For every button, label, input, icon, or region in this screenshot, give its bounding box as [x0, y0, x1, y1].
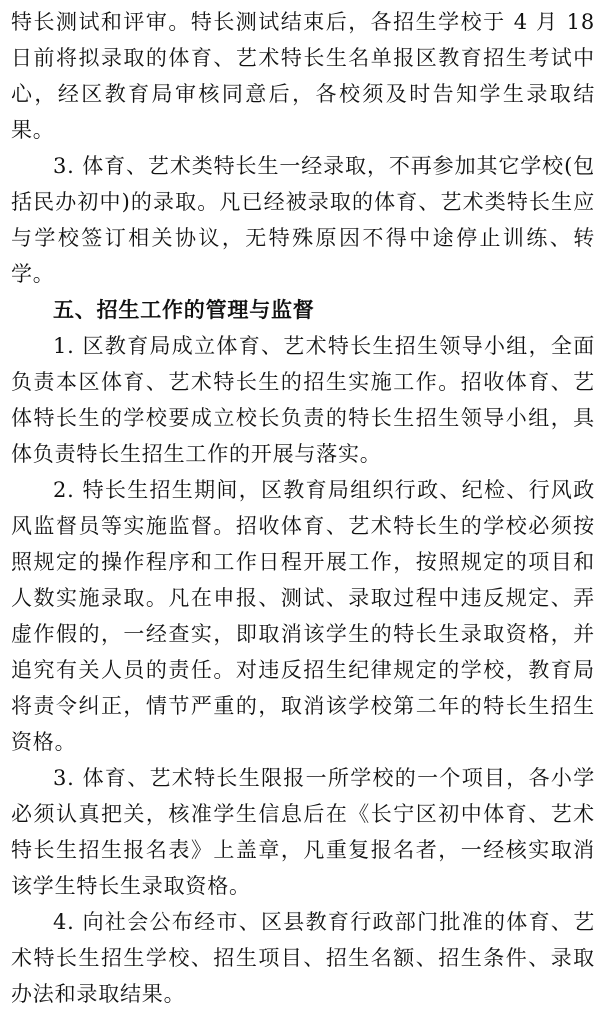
section-5-item-4: 4. 向社会公布经市、区县教育行政部门批准的体育、艺术特长生招生学校、招生项目、招生名额、招生条件、录取办法和录取结果。	[11, 910, 595, 1006]
section-5-item-3: 3. 体育、艺术特长生限报一所学校的一个项目，各小学必须认真把关，核准学生信息后在《长宁区初中体育、艺术特长生招生报名表》上盖章，凡重复报名者，一经核实取消该学生特长生录取资格。	[11, 766, 595, 898]
section-heading-5: 五、招生工作的管理与监督	[53, 298, 315, 322]
section-5-item-2: 2. 特长生招生期间，区教育局组织行政、纪检、行风政风监督员等实施监督。招收体育、艺术特长生的学校必须按照规定的操作程序和工作日程开展工作，按照规定的项目和人数实施录取。凡在申报、测试、录取过程中违反规定、弄虚作假的，一经查实，即取消该学生的特长生录取资格，并追究有关人员的责任。对违反招生纪律规定的学校，教育局将责令纠正，情节严重的，取消该学校第二年的特长生招生资格。	[11, 478, 595, 754]
paragraph-item-3: 3. 体育、艺术类特长生一经录取，不再参加其它学校(包括民办初中)的录取。凡已经被录取的体育、艺术类特长生应与学校签订相关协议，无特殊原因不得中途停止训练、转学。	[11, 154, 595, 286]
paragraph-continuation: 特长测试和评审。特长测试结束后，各招生学校于 4 月 18 日前将拟录取的体育、艺术特长生名单报区教育招生考试中心，经区教育局审核同意后，各校须及时告知学生录取结果。	[11, 10, 595, 142]
section-5-item-1: 1. 区教育局成立体育、艺术特长生招生领导小组，全面负责本区体育、艺术特长生的招生实施工作。招收体育、艺体特长生的学校要成立校长负责的特长生招生领导小组，具体负责特长生招生工作的开展与落实。	[11, 334, 595, 466]
